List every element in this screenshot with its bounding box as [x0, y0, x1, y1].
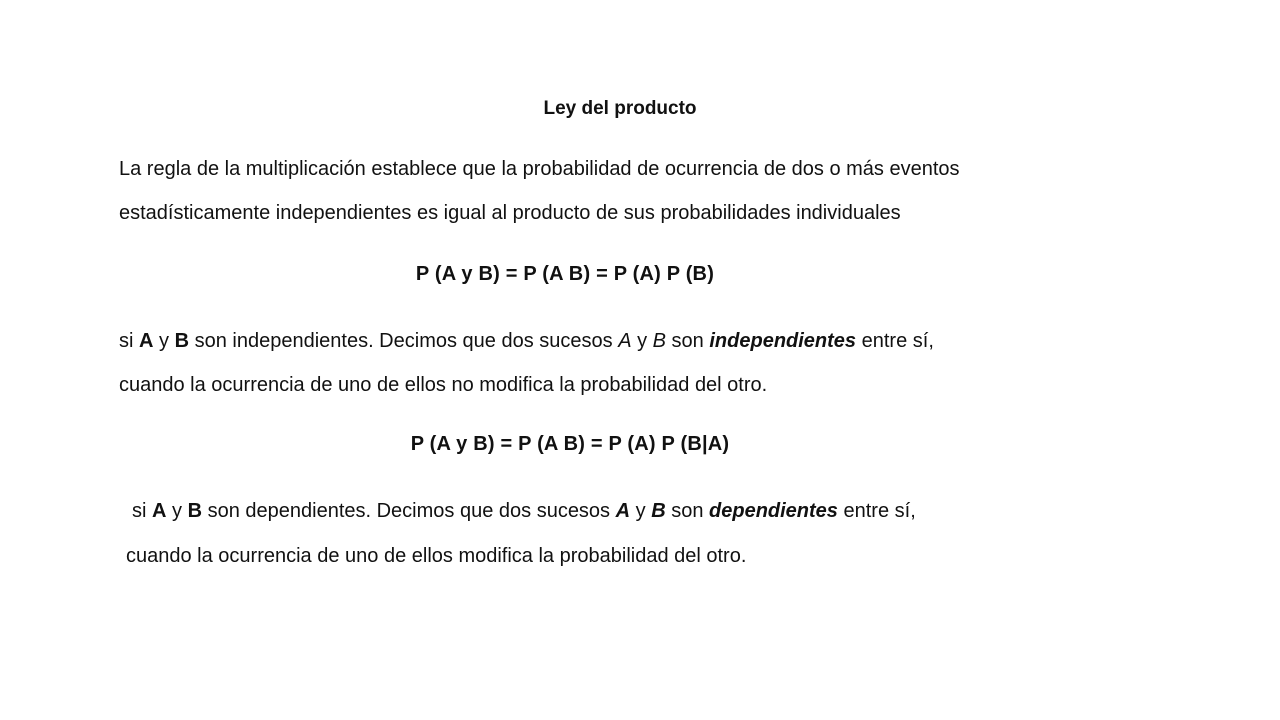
text-segment: entre sí,	[856, 330, 934, 352]
independent-line-1	[119, 329, 934, 353]
variable-a-italic: A	[618, 330, 632, 352]
text-segment: y	[166, 500, 188, 522]
text-segment: y	[153, 330, 175, 352]
text-segment: son	[665, 500, 710, 522]
text-segment: son dependientes. Decimos que dos sucesos	[202, 500, 616, 522]
variable-a-bold-italic: A	[615, 500, 631, 522]
variable-b-bold-italic: B	[651, 500, 666, 522]
text-segment: son	[666, 330, 710, 352]
dependent-line-1	[132, 499, 916, 523]
variable-a: A	[139, 330, 154, 352]
term-dependientes: dependientes	[709, 500, 838, 522]
variable-b: B	[174, 330, 190, 352]
formula-independent: P (A y B) = P (A B) = P (A) P (B)	[415, 263, 715, 285]
formula-dependent: P (A y B) = P (A B) = P (A) P (B|A)	[410, 433, 730, 455]
slide-title: Ley del producto	[543, 98, 697, 119]
term-independientes: independientes	[709, 330, 857, 352]
text-segment: entre sí,	[837, 500, 916, 522]
variable-b: B	[187, 500, 203, 522]
text-segment: si	[132, 500, 152, 522]
text-segment: son independientes. Decimos que dos sucesos	[189, 330, 619, 352]
independent-line-2: cuando la ocurrencia de uno de ellos no modifica la probabilidad del otro.	[119, 374, 768, 396]
text-segment: y	[631, 330, 653, 352]
text-segment: y	[630, 500, 652, 522]
dependent-line-2: cuando la ocurrencia de uno de ellos modifica la probabilidad del otro.	[126, 545, 747, 567]
intro-line-2: estadísticamente independientes es igual al producto de sus probabilidades individuales	[119, 202, 901, 224]
variable-a: A	[152, 500, 167, 522]
text-segment: si	[119, 330, 139, 352]
variable-b-italic: B	[652, 330, 666, 352]
intro-line-1: La regla de la multiplicación establece que la probabilidad de ocurrencia de dos o más eventos	[119, 158, 960, 180]
